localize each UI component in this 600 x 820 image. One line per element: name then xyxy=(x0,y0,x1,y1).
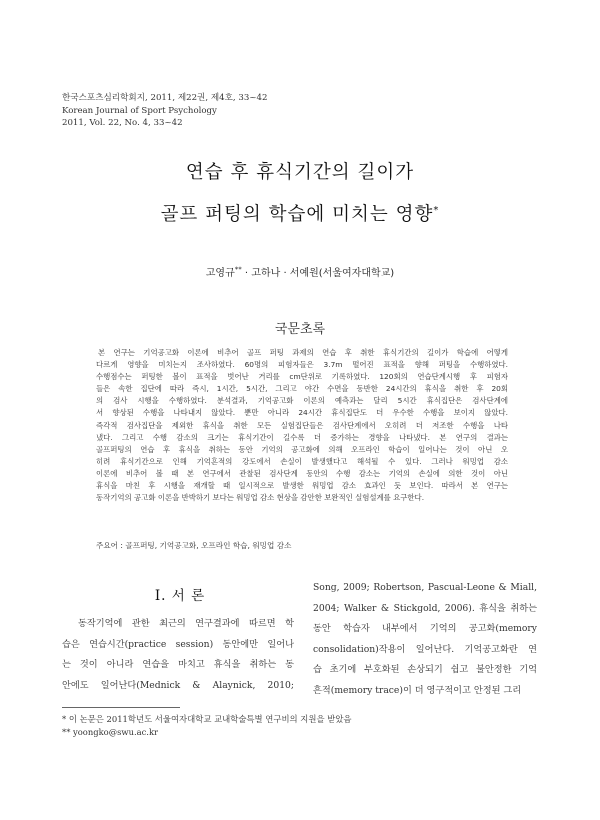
body-line: 습은 연습시간(practice session) 동안에만 일어나 xyxy=(62,638,294,650)
abstract-line: 이론에 비추어 볼 때 본 연구에서 관찰된 검사단계 동안의 수행 감소는 기억의 손실에 의한 것이 아닌 xyxy=(96,468,508,478)
journal-info xyxy=(62,92,267,130)
abstract-line: 히려 휴식기간으로 인해 기억흔적의 강도에서 손실이 발생했다고 해석될 수 있다. 그러나 워밍업 감소 xyxy=(96,456,508,466)
abstract-line: 골프퍼팅의 연습 후 휴식을 취하는 동안 기억의 공고화에 의해 오프라인 학습이 일어나는 것이 아닌 오 xyxy=(96,444,508,454)
body-line: Song, 2009; Robertson, Pascual-Leone & Miall, xyxy=(313,582,537,593)
body-line: 흔적(memory trace)이 더 영구적이고 안정된 그리 xyxy=(313,684,522,696)
abstract-heading: 국문초록 xyxy=(274,322,326,337)
journal-english-name: Korean Journal of Sport Psychology xyxy=(62,105,217,116)
title-footnote-marker: * xyxy=(433,204,440,216)
section-heading-introduction: I. 서 론 xyxy=(154,588,206,604)
body-line: 는 것이 아니라 연습을 마치고 휴식을 취하는 동 xyxy=(62,659,294,671)
paper-title-line-2: 골프 퍼팅의 학습에 미치는 영향* xyxy=(160,204,440,225)
footnote-funding: * 이 논문은 2011학년도 서울여자대학교 교내학술특별 연구비의 지원을 받았음 xyxy=(62,714,352,724)
abstract-line: 수행점수는 퍼팅한 볼이 표적을 벗어난 거리를 cm단위로 기록하였다. 120회의 연습단계시행 후 피험자 xyxy=(96,372,508,382)
body-line: 동안 학습자 내부에서 기억의 공고화(memory xyxy=(313,623,537,635)
abstract-line: 서 향상된 수행을 나타내지 않았다. 뿐만 아니라 24시간 휴식집단도 더 우수한 수행을 보이지 않았다. xyxy=(96,408,508,418)
body-line: 동작기억에 관한 최근의 연구결과에 따르면 학 xyxy=(78,618,294,629)
abstract-line: 휴식을 마친 후 시행을 재개할 때 일시적으로 발생한 워밍업 감소 효과인 듯 보인다. 따라서 본 연구는 xyxy=(96,481,508,491)
abstract-line: 동작기억의 공고화 이론을 반박하기 보다는 워밍업 감소 현상을 감안한 보완적인 실험설계를 요구한다. xyxy=(96,493,425,503)
footnotes xyxy=(62,713,352,739)
footnote-divider xyxy=(62,707,180,708)
keywords: 주요어 : 골프퍼팅, 기억공고화, 오프라인 학습, 워밍업 감소 xyxy=(96,541,292,550)
journal-korean-citation: 한국스포츠심리학회지, 2011, 제22권, 제4호, 33~42 xyxy=(62,93,268,103)
other-authors-affiliation: · 고하나 · 서예원(서울여자대학교) xyxy=(241,268,395,279)
body-line: consolidation)작용이 일어난다. 기억공고화란 연 xyxy=(313,643,537,655)
body-column-right xyxy=(313,578,537,702)
body-line: 2004; Walker & Stickgold, 2006). 휴식을 취하는 xyxy=(313,602,537,614)
abstract-line: 즉각적 검사집단을 제외한 휴식을 취한 모든 실험집단들은 검사단계에서 오히려 더 저조한 수행을 나타 xyxy=(96,420,508,430)
abstract-line: 본 연구는 기억공고화 이론에 비추어 골프 퍼팅 과제의 연습 후 취한 휴식기간의 길이가 학습에 어떻게 xyxy=(98,348,508,357)
body-line: 습 초기에 부호화된 손상되기 쉽고 불안정한 기억 xyxy=(313,664,537,676)
abstract-line: 들은 속한 집단에 따라 즉시, 1시간, 5시간, 그리고 야간 수면을 동반한 24시간의 휴식을 취한 후 20회 xyxy=(96,384,508,394)
footnote-contact-email: ** yoongko@swu.ac.kr xyxy=(62,727,159,737)
body-column-left xyxy=(62,614,294,696)
author-footnote-marker: ** xyxy=(234,265,242,274)
author-line xyxy=(0,264,600,279)
abstract-body xyxy=(96,347,508,504)
first-author: 고영규 xyxy=(205,268,235,279)
abstract-line: 다르게 영향을 미치는지 조사하였다. 60명의 피험자들은 3.7m 떨어진 표적을 향해 퍼팅을 수행하였다. xyxy=(96,360,508,370)
abstract-line: 의 검사 시행을 수행하였다. 분석결과, 기억공고화 이론의 예측과는 달리 5시간 휴식집단은 검사단계에 xyxy=(96,396,508,406)
paper-title-line-1: 연습 후 휴식기간의 길이가 xyxy=(185,162,415,183)
body-line: 안에도 일어난다(Mednick & Alaynick, 2010; xyxy=(62,679,294,691)
abstract-line: 냈다. 그리고 수행 감소의 크기는 휴식기간이 길수록 더 증가하는 경향을 나타냈다. 본 연구의 결과는 xyxy=(96,432,508,442)
journal-volume-info: 2011, Vol. 22, No. 4, 33~42 xyxy=(62,118,183,129)
